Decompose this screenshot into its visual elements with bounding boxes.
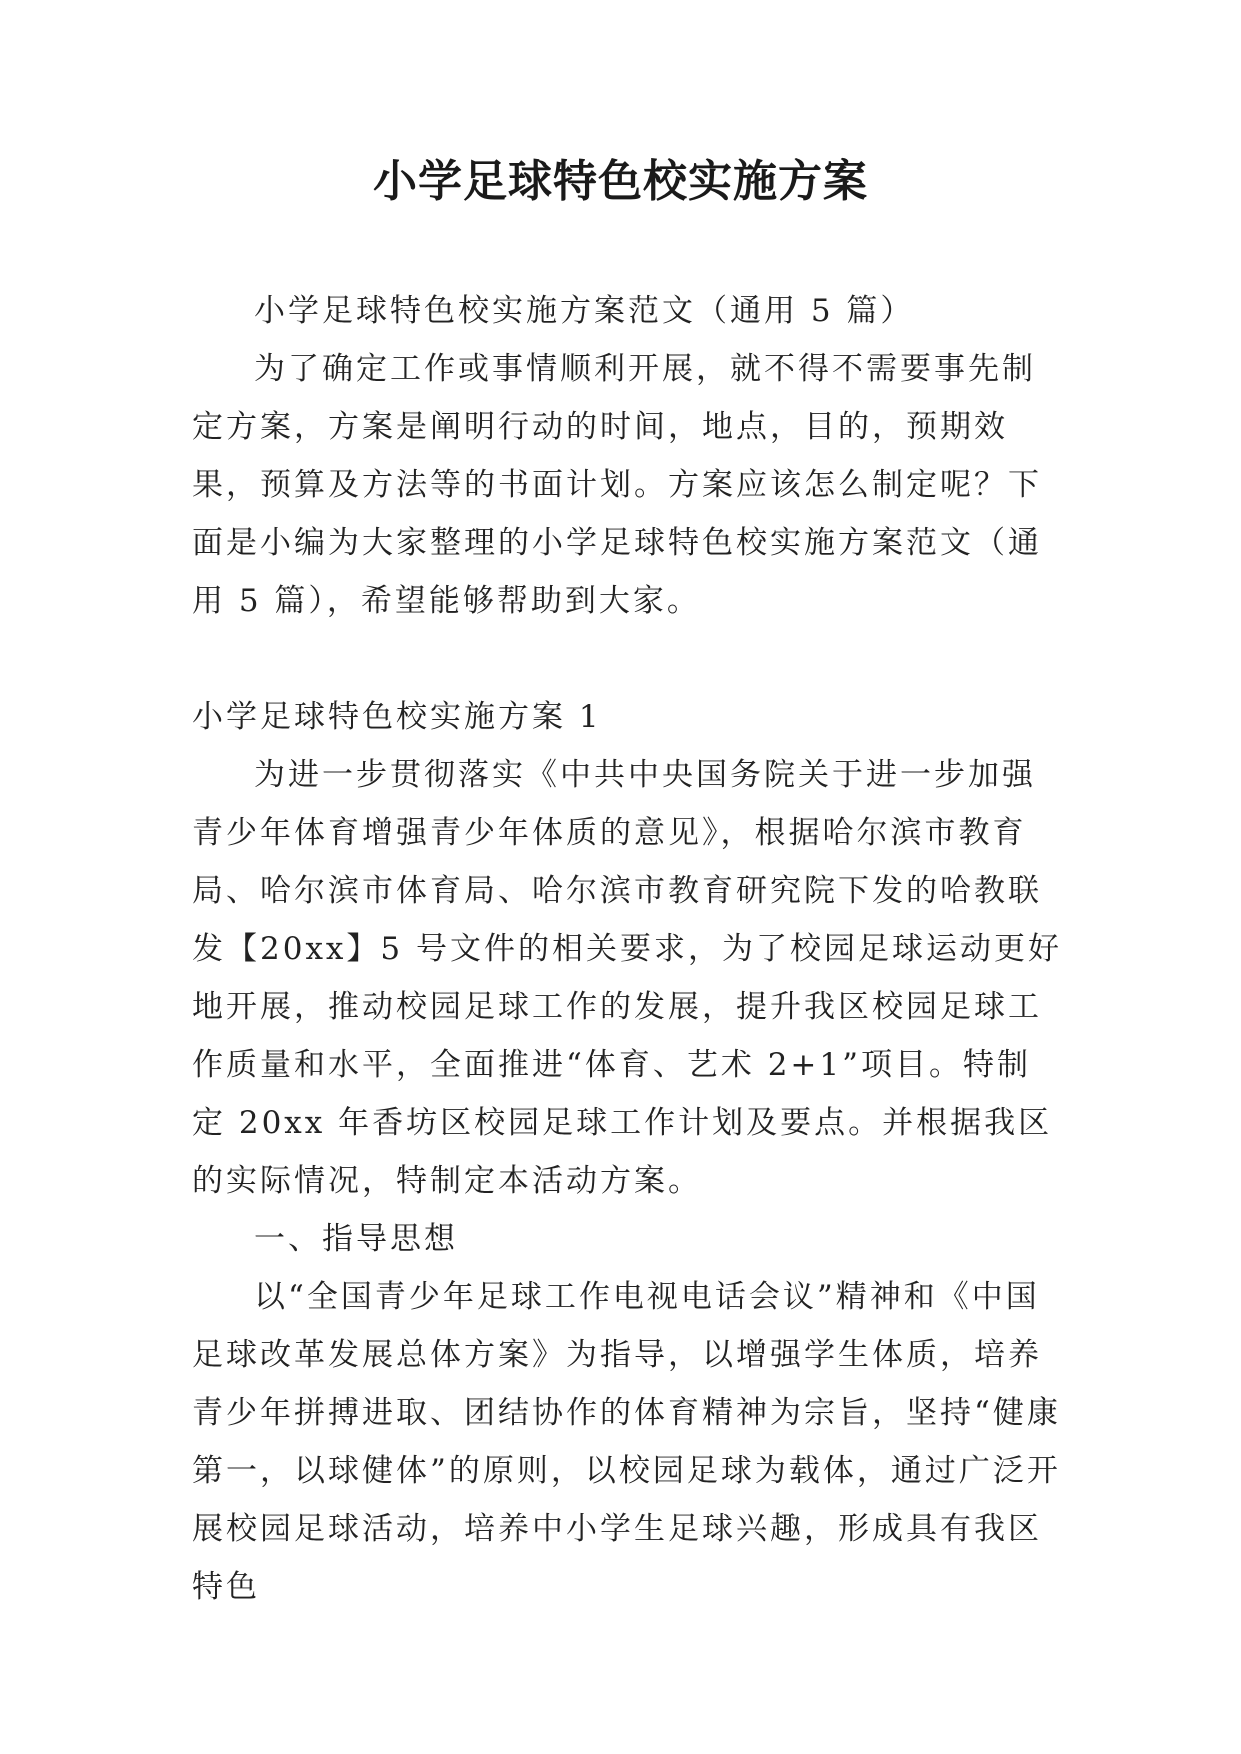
guiding-heading: 一、指导思想 bbox=[254, 1221, 458, 1257]
document-body bbox=[192, 282, 1062, 1616]
intro-paragraph: 为了确定工作或事情顺利开展，就不得不需要事先制定方案，方案是阐明行动的时间，地点，目的，预期效果，预算及方法等的书面计划。方案应该怎么制定呢？下面是小编为大家整理的小学足球特色校实施方案范文（通用 5 篇），希望能够帮助到大家。 bbox=[192, 351, 1042, 619]
paragraph-gap bbox=[192, 630, 1062, 688]
section-paragraph: 为进一步贯彻落实《中共中央国务院关于进一步加强青少年体育增强青少年体质的意见》，根据哈尔滨市教育局、哈尔滨市体育局、哈尔滨市教育研究院下发的哈教联发【20xx】5 号文件的相关要求，为了校园足球运动更好地开展，推动校园足球工作的发展，提升我区校园足球工作质量和水平，全面推进“体育、艺术 2+1”项目。特制定 20xx 年香坊区校园足球工作计划及要点。并根据我区的实际情况，特制定本活动方案。 bbox=[192, 757, 1062, 1199]
section-heading: 小学足球特色校实施方案 1 bbox=[192, 699, 602, 735]
document-title: 小学足球特色校实施方案 bbox=[373, 156, 868, 207]
subtitle-paragraph: 小学足球特色校实施方案范文（通用 5 篇） bbox=[254, 293, 915, 329]
guiding-paragraph: 以“全国青少年足球工作电视电话会议”精神和《中国足球改革发展总体方案》为指导，以增强学生体质，培养青少年拼搏进取、团结协作的体育精神为宗旨，坚持“健康第一，以球健体”的原则，以校园足球为载体，通过广泛开展校园足球活动，培养中小学生足球兴趣，形成具有我区特色 bbox=[192, 1279, 1061, 1605]
